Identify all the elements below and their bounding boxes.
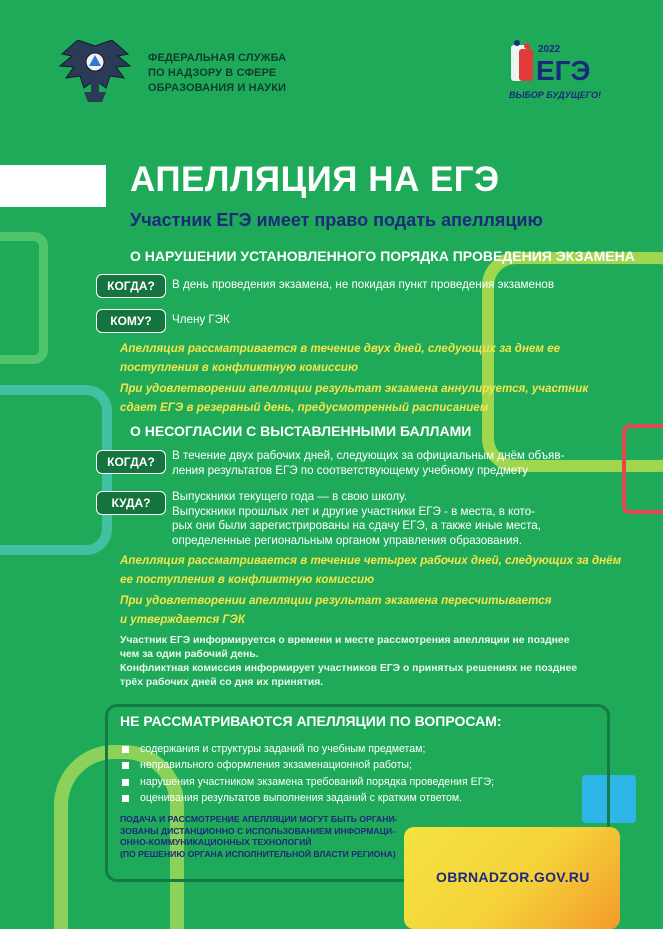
where-text-line-3: рых они были зарегистрированы на сдачу ЕГЭ, а также иные места, [172, 519, 541, 532]
section-scores-heading: О НЕСОГЛАСИИ С ВЫСТАВЛЕННЫМИ БАЛЛАМИ [130, 423, 472, 439]
deco-frame-right-red [622, 424, 663, 514]
ege-logo [505, 40, 615, 102]
section2-note-1-line-2: ее поступления в конфликтную комиссию [120, 573, 375, 586]
where-label: КУДА? [96, 491, 166, 515]
section1-note-2-line-2: сдает ЕГЭ в резервный день, предусмотренный расписанием [120, 401, 489, 414]
remote-appeal-line-2: ЗОВАНЫ ДИСТАНЦИОННО С ИСПОЛЬЗОВАНИЕМ ИНФОРМАЦИ- [120, 825, 395, 836]
info-paragraph-1-line-2: чем за один рабочий день. [120, 648, 259, 660]
list-item [120, 741, 600, 757]
agency-line-1: ФЕДЕРАЛЬНАЯ СЛУЖБА [148, 52, 287, 64]
deco-frame-top-left [0, 232, 48, 364]
when-text-2 [172, 449, 564, 478]
section1-note-2-line-1: При удовлетворении апелляции результат экзамена аннулируется, участник [120, 382, 589, 395]
section2-note-2-line-1: При удовлетворении апелляции результат экзамена пересчитывается [120, 594, 552, 607]
where-text-line-1: Выпускники текущего года — в свою школу. [172, 490, 407, 503]
deco-frame-left-blue [0, 385, 112, 555]
section-violation-heading: О НАРУШЕНИИ УСТАНОВЛЕННОГО ПОРЯДКА ПРОВЕДЕНИЯ ЭКЗАМЕНА [130, 248, 635, 264]
list-item [120, 774, 600, 790]
when-text-2-line-1: В течение двух рабочих дней, следующих за официальным днём объяв- [172, 449, 565, 462]
remote-appeal-note [120, 814, 410, 860]
ege-logo-slogan: ВЫБОР БУДУЩЕГО! [509, 90, 602, 100]
ege-logo-text: ЕГЭ [536, 55, 591, 86]
not-considered-title: НЕ РАССМАТРИВАЮТСЯ АПЕЛЛЯЦИИ ПО ВОПРОСАМ: [120, 713, 502, 729]
list-item [120, 790, 600, 806]
bullet-square-icon [122, 762, 129, 769]
page-subtitle: Участник ЕГЭ имеет право подать апелляцию [130, 210, 543, 230]
when-text-1: В день проведения экзамена, не покидая пункт проведения экзаменов [172, 278, 554, 291]
bullet-square-icon [122, 795, 129, 802]
section1-note-2 [120, 379, 588, 417]
remote-appeal-line-4: (ПО РЕШЕНИЮ ОРГАНА ИСПОЛНИТЕЛЬНОЙ ВЛАСТИ РЕГИОНА) [120, 848, 396, 859]
title-band [0, 165, 106, 207]
info-paragraph-1-line-1: Участник ЕГЭ информируется о времени и месте рассмотрения апелляции не позднее [120, 635, 570, 646]
section2-note-2-line-2: и утверждается ГЭК [120, 613, 245, 626]
agency-line-3: ОБРАЗОВАНИЯ И НАУКИ [148, 82, 287, 94]
section2-note-1-line-1: Апелляция рассматривается в течение четырех рабочих дней, следующих за днём [120, 554, 622, 567]
section2-note-1 [120, 551, 621, 589]
agency-line-2: ПО НАДЗОРУ В СФЕРЕ [148, 67, 277, 79]
list-item-text: содержания и структуры заданий по учебным предметам; [140, 743, 426, 755]
section1-note-1 [120, 339, 560, 377]
whom-label: КОМУ? [96, 309, 166, 333]
ege-logo-year: 2022 [538, 44, 561, 55]
list-item-text: оценивания результатов выполнения заданий с кратким ответом. [140, 791, 463, 804]
whom-text: Члену ГЭК [172, 313, 230, 326]
agency-name [148, 51, 308, 96]
section1-note-1-line-1: Апелляция рассматривается в течение двух дней, следующих за днем ее [120, 342, 561, 355]
info-paragraph-1 [120, 634, 570, 661]
remote-appeal-line-3: ОННО-КОММУНИКАЦИОННЫХ ТЕХНОЛОГИЙ [120, 837, 312, 847]
list-item-text: нарушения участником экзамена требований порядка проведения ЕГЭ; [140, 775, 495, 788]
when-label-2: КОГДА? [96, 450, 166, 474]
when-label-1: КОГДА? [96, 274, 166, 298]
bullet-square-icon [122, 779, 129, 786]
info-paragraph-2-line-1: Конфликтная комиссия информирует участников ЕГЭ о принятых решениях не позднее [120, 663, 578, 674]
where-text [172, 490, 541, 548]
info-paragraph-2 [120, 662, 577, 689]
eagle-emblem-icon [58, 40, 132, 104]
section2-note-2 [120, 591, 552, 629]
bullet-square-icon [122, 746, 129, 753]
where-text-line-2: Выпускники прошлых лет и другие участники ЕГЭ - в места, в кото- [172, 504, 536, 518]
where-text-line-4: определенные региональным органом управления образования. [172, 533, 523, 547]
website-link[interactable]: OBRNADZOR.GOV.RU [436, 869, 590, 885]
remote-appeal-line-1: ПОДАЧА И РАССМОТРЕНИЕ АПЕЛЛЯЦИИ МОГУТ БЫТЬ ОРГАНИ- [120, 814, 398, 824]
page-title: АПЕЛЛЯЦИЯ НА ЕГЭ [130, 160, 500, 199]
not-considered-list [120, 741, 600, 806]
info-paragraph-2-line-2: трёх рабочих дней со дня их принятия. [120, 676, 324, 688]
list-item [120, 757, 600, 773]
section1-note-1-line-2: поступления в конфликтную комиссию [120, 361, 359, 374]
list-item-text: неправильного оформления экзаменационной работы; [140, 759, 412, 772]
when-text-2-line-2: ления результатов ЕГЭ по соответствующему учебному предмету [172, 463, 529, 477]
